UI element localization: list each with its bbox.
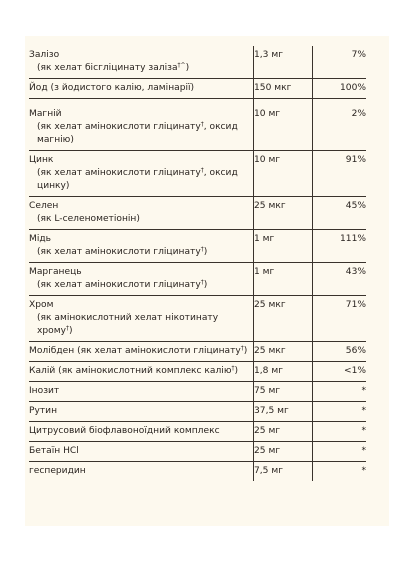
nutrient-name-cell	[29, 462, 254, 482]
table-row	[29, 151, 366, 197]
daily-value-cell: *	[313, 442, 367, 462]
table-row	[29, 342, 366, 362]
nutrient-name-cell	[29, 296, 254, 342]
amount-cell: 75 мг	[254, 382, 313, 402]
table-row	[29, 99, 366, 151]
table-row	[29, 230, 366, 263]
table-row	[29, 79, 366, 99]
amount-cell: 1 мг	[254, 263, 313, 296]
nutrient-name-cell	[29, 402, 254, 422]
nutrient-name: Цинк	[29, 155, 54, 165]
daily-value-cell: 100%	[313, 79, 367, 99]
daily-value-cell: 71%	[313, 296, 367, 342]
table-row	[29, 46, 366, 79]
nutrient-name-cell	[29, 263, 254, 296]
nutrient-source: (як хелат амінокислоти гліцинату†, оксид цинку)	[37, 167, 238, 191]
amount-cell: 10 мг	[254, 99, 313, 151]
nutrient-source: (як L-селенометіонін)	[37, 214, 140, 224]
table-row	[29, 296, 366, 342]
nutrient-name-cell	[29, 151, 254, 197]
amount-cell: 1,3 мг	[254, 46, 313, 79]
nutrient-name-cell	[29, 197, 254, 230]
amount-cell: 25 мкг	[254, 342, 313, 362]
nutrient-name-cell	[29, 422, 254, 442]
nutrient-name: Молібден (як хелат амінокислоти гліцинату†)	[29, 345, 248, 356]
amount-cell: 25 мкг	[254, 197, 313, 230]
nutrient-name-cell	[29, 79, 254, 99]
daily-value-cell: *	[313, 402, 367, 422]
daily-value-cell: 56%	[313, 342, 367, 362]
table-row	[29, 263, 366, 296]
nutrient-name-cell	[29, 382, 254, 402]
nutrient-name-cell	[29, 342, 254, 362]
nutrient-name: Магній	[29, 109, 62, 119]
nutrient-name: Марганець	[29, 267, 82, 277]
nutrient-name-cell	[29, 230, 254, 263]
nutrient-name: Цитрусовий біофлавоноїдний комплекс	[29, 426, 220, 436]
nutrient-name: Залізо	[29, 50, 60, 60]
nutrient-source: (як хелат амінокислоти гліцинату†)	[37, 246, 208, 257]
amount-cell: 10 мг	[254, 151, 313, 197]
daily-value-cell: *	[313, 462, 367, 482]
nutrient-name: Бетаїн HCl	[29, 446, 79, 456]
nutrient-name-cell	[29, 99, 254, 151]
daily-value-cell: 45%	[313, 197, 367, 230]
nutrient-name: Калій (як амінокислотний комплекс калію†)	[29, 365, 239, 376]
daily-value-cell: 111%	[313, 230, 367, 263]
daily-value-cell: 91%	[313, 151, 367, 197]
daily-value-cell: *	[313, 422, 367, 442]
nutrient-name-cell	[29, 362, 254, 382]
nutrient-name: Хром	[29, 300, 54, 310]
nutrient-name: Селен	[29, 201, 59, 211]
nutrient-name: гесперидин	[29, 466, 86, 476]
amount-cell: 1 мг	[254, 230, 313, 263]
nutrient-name: Мідь	[29, 234, 52, 244]
daily-value-cell: <1%	[313, 362, 367, 382]
table-row	[29, 442, 366, 462]
amount-cell: 25 мкг	[254, 296, 313, 342]
daily-value-cell: 43%	[313, 263, 367, 296]
nutrient-name-cell	[29, 46, 254, 79]
nutrient-name: Йод (з йодистого калію, ламінарії)	[29, 83, 195, 93]
nutrient-source: (як хелат бісгліцинату заліза†^)	[37, 62, 190, 73]
nutrient-source: (як хелат амінокислоти гліцинату†, оксид магнію)	[37, 121, 238, 145]
nutrient-source: (як хелат амінокислоти гліцинату†)	[37, 279, 208, 290]
table-row	[29, 382, 366, 402]
table-row	[29, 462, 366, 482]
daily-value-cell: 2%	[313, 99, 367, 151]
amount-cell: 37,5 мг	[254, 402, 313, 422]
amount-cell: 25 мг	[254, 422, 313, 442]
nutrient-name-cell	[29, 442, 254, 462]
supplement-facts-table	[29, 46, 366, 481]
amount-cell: 1,8 мг	[254, 362, 313, 382]
nutrient-name: Рутин	[29, 406, 58, 416]
amount-cell: 150 мкг	[254, 79, 313, 99]
nutrient-source: (як амінокислотний хелат нікотинату хрому†)	[37, 313, 219, 336]
table-row	[29, 422, 366, 442]
daily-value-cell: 7%	[313, 46, 367, 79]
table-row	[29, 197, 366, 230]
daily-value-cell: *	[313, 382, 367, 402]
amount-cell: 25 мг	[254, 442, 313, 462]
amount-cell: 7,5 мг	[254, 462, 313, 482]
nutrient-name: Інозит	[29, 386, 60, 396]
table-row	[29, 362, 366, 382]
table-row	[29, 402, 366, 422]
